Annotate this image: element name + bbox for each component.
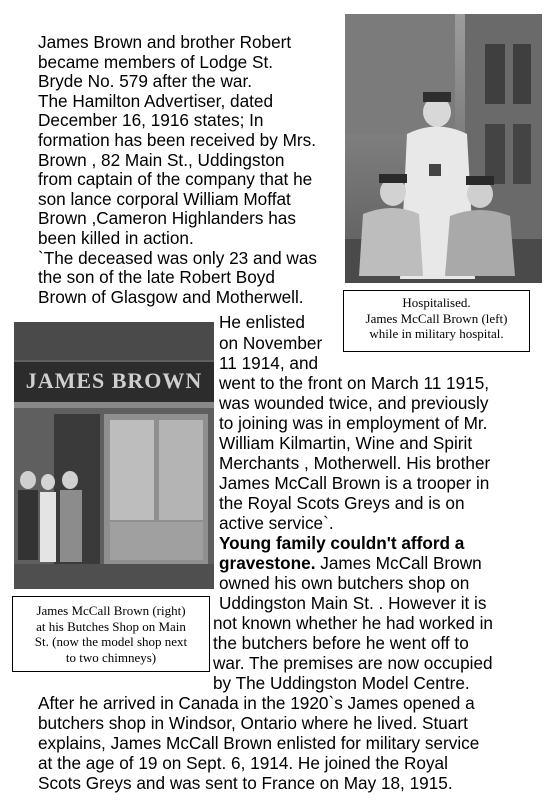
text-line: was wounded twice, and previously [219, 393, 489, 413]
text-line: James Brown and brother Robert [38, 32, 292, 52]
text-line: Uddingston Main St. . However it is [219, 593, 487, 613]
caption-line: James McCall Brown (left) [365, 310, 508, 326]
text-line: December 16, 1916 states; In [38, 110, 264, 131]
text-line: James McCall Brown is a trooper in [219, 473, 490, 493]
text-line: Bryde No. 579 after the war. [38, 71, 253, 92]
text-line: to joining was in employment of Mr. [219, 413, 488, 433]
text-line: not known whether he had worked in [213, 613, 493, 633]
shop-photo-image [14, 322, 214, 589]
caption-line: while in military hospital. [369, 326, 504, 341]
text-line: William Kilmartin, Wine and Spirit [219, 433, 473, 453]
text-line: He enlisted [219, 312, 305, 332]
text-line: 11 1914, and [219, 353, 319, 373]
text-line: on November [219, 333, 323, 353]
shop-photo [14, 322, 214, 589]
text-line: Scots Greys and was sent to France on May 18, 1915. [38, 773, 453, 793]
text-line: Brown of Glasgow and Motherwell. [38, 286, 304, 307]
text-line: explains, James McCall Brown enlisted for military service [38, 733, 480, 753]
section-heading: Young family couldn't afford a [219, 533, 465, 553]
text-line: The Hamilton Advertiser, dated [38, 90, 274, 111]
text-line: owned his own butchers shop on [219, 573, 470, 593]
text-line: the son of the late Robert Boyd [38, 267, 275, 288]
caption-line: James McCall Brown (right) [36, 603, 186, 618]
text-line: Merchants , Motherwell. His brother [219, 453, 491, 473]
text-line: Brown , 82 Main St., Uddingston [38, 149, 285, 170]
text-line: the butchers before he went off to [213, 633, 469, 653]
text-line: After he arrived in Canada in the 1920`s James opened a [38, 693, 475, 713]
text-line: the Royal Scots Greys and is on [219, 493, 465, 513]
hospital-photo-caption [343, 290, 530, 352]
text-line: war. The premises are now occupied [213, 653, 493, 673]
section-heading-end: gravestone. [219, 553, 316, 573]
text-line: by The Uddingston Model Centre. [213, 673, 470, 693]
shop-photo-caption [12, 596, 210, 672]
text-line: went to the front on March 11 1915, [219, 373, 490, 393]
shop-sign-text: JAMES BROWN [25, 368, 203, 393]
hospital-photo [345, 14, 542, 283]
text-line: son lance corporal William Moffat [38, 188, 291, 209]
text-line: butchers shop in Windsor, Ontario where he lived. Stuart [38, 713, 468, 733]
text-line: at the age of 19 on Sept. 6, 1914. He joined the Royal [38, 753, 448, 773]
text-line: been killed in action. [38, 228, 194, 248]
text-line: Brown ,Cameron Highlanders has [38, 208, 296, 229]
caption-line: St. (now the model shop next [34, 634, 188, 649]
text-line: became members of Lodge St. [38, 51, 274, 72]
text-line: from captain of the company that he [38, 169, 313, 190]
text-line [219, 554, 482, 574]
text-line: formation has been received by Mrs. [38, 130, 316, 150]
caption-line: Hospitalised. [402, 295, 471, 310]
text-line: active service`. [219, 513, 334, 533]
caption-line: at his Butches Shop on Main [36, 618, 186, 634]
text-span: James McCall Brown [315, 553, 482, 573]
caption-line: to two chimneys) [65, 649, 157, 665]
text-line: `The deceased was only 23 and was [38, 247, 317, 268]
hospital-photo-image [345, 14, 542, 283]
